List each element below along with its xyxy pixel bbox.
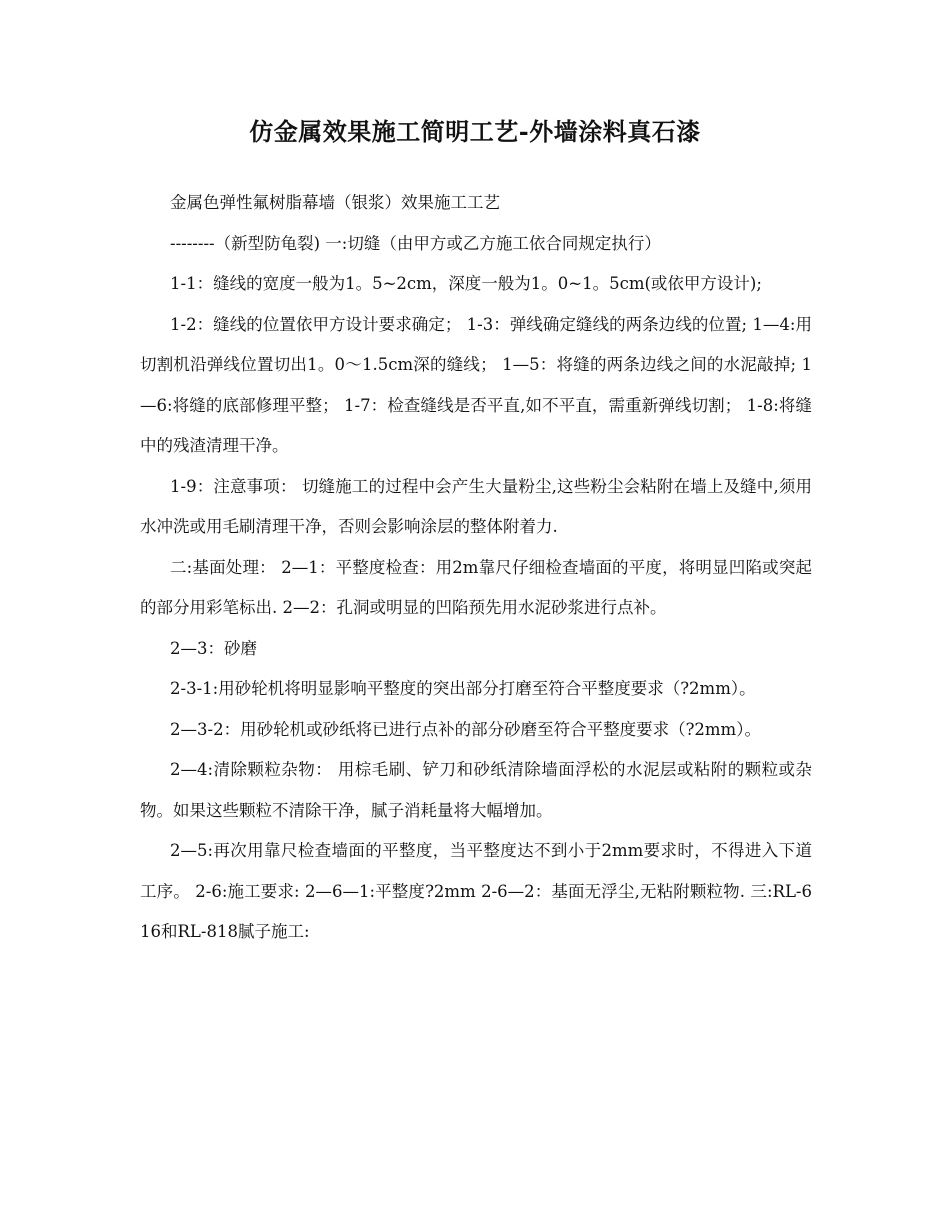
paragraph: 2—3-2：用砂轮机或砂纸将已进行点补的部分砂磨至符合平整度要求（?2mm）。 (170, 719, 761, 739)
document-body (140, 183, 812, 953)
document-title: 仿金属效果施工简明工艺-外墙涂料真石漆 (249, 117, 701, 146)
paragraph: 1-1：缝线的宽度一般为1。5~2cm，深度一般为1。0~1。5cm(或依甲方设计); (170, 274, 762, 293)
paragraph: 1-9：注意事项： 切缝施工的过程中会产生大量粉尘,这些粉尘会粘附在墙上及缝中,须用水冲洗或用毛刷清理干净，否则会影响涂层的整体附着力. (140, 476, 812, 536)
paragraph: 2—4:清除颗粒杂物： 用棕毛刷、铲刀和砂纸清除墙面浮松的水泥层或粘附的颗粒或杂物。如果这些颗粒不清除干净，腻子消耗量将大幅增加。 (140, 760, 812, 820)
paragraph: 二:基面处理： 2—1：平整度检查：用2m靠尺仔细检查墙面的平度，将明显凹陷或突起的部分用彩笔标出. 2—2：孔洞或明显的凹陷预先用水泥砂浆进行点补。 (140, 557, 812, 617)
paragraph: 2—5:再次用靠尺检查墙面的平整度，当平整度达不到小于2mm要求时，不得进入下道工序。 2-6:施工要求: 2—6—1:平整度?2mm 2-6—2：基面无浮尘,无粘附颗粒物. 三:RL-616和RL-818腻子施工: (140, 841, 812, 941)
paragraph: 金属色弹性氟树脂幕墙（银浆）效果施工工艺 (170, 193, 500, 212)
paragraph: --------（新型防龟裂) 一:切缝（由甲方或乙方施工依合同规定执行） (170, 233, 661, 253)
paragraph: 1-2：缝线的位置依甲方设计要求确定； 1-3：弹线确定缝线的两条边线的位置; 1—4:用切割机沿弹线位置切出1。0～1.5cm深的缝线； 1—5：将缝的两条边线之间的水泥敲掉; 1—6:将缝的底部修理平整； 1-7：检查缝线是否平直,如不平直，需重新弹线切割； 1-8:将缝中的残渣清理干净。 (140, 314, 812, 455)
paragraph: 2-3-1:用砂轮机将明显影响平整度的突出部分打磨至符合平整度要求（?2mm）。 (170, 679, 756, 698)
paragraph: 2—3：砂磨 (170, 638, 257, 658)
